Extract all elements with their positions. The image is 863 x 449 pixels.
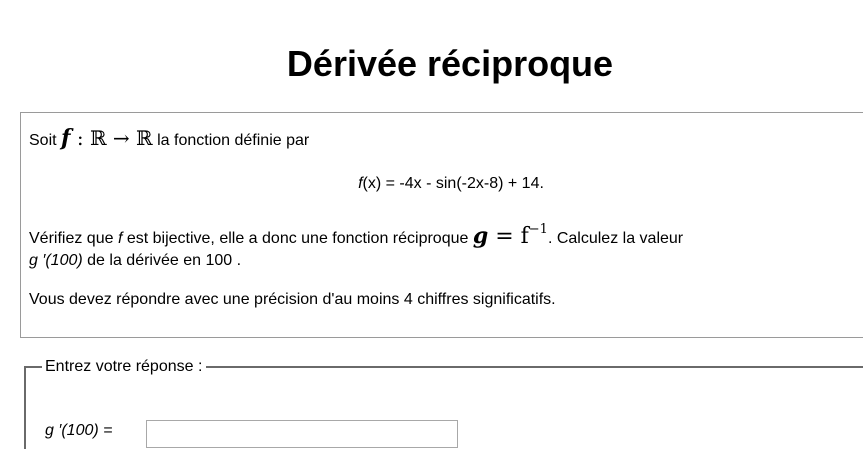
equals-f <box>488 224 548 249</box>
page-title: Dérivée réciproque <box>286 43 614 84</box>
statement-line-definition <box>29 125 309 151</box>
verify-prefix: Vérifiez que <box>29 230 118 247</box>
answer-input[interactable] <box>146 420 458 448</box>
statement-line-question <box>29 219 863 272</box>
defined-by-text: la fonction définie par <box>157 132 310 149</box>
soit-text: Soit <box>29 132 57 149</box>
f-symbol: f <box>61 125 71 151</box>
problem-statement <box>20 112 863 338</box>
mapping-symbol: : ℝ → ℝ <box>70 126 153 150</box>
g-symbol: g <box>472 223 489 249</box>
answer-label-text: g ′(100) = <box>45 422 113 439</box>
gprime-value: g ′(100) <box>29 252 83 269</box>
equals-f-text: = f <box>488 224 529 249</box>
verify-f: f <box>117 230 123 247</box>
function-formula <box>21 175 863 193</box>
precision-note: Vous devez répondre avec une précision d'au moins 4 chiffres significatifs. <box>29 291 556 308</box>
inverse-exponent: −1 <box>528 222 548 237</box>
answer-label <box>45 422 112 440</box>
verify-middle: est bijective, elle a donc une fonction réciproque <box>122 230 473 247</box>
formula-x: (x) <box>362 175 382 192</box>
answer-fieldset <box>24 358 863 449</box>
formula-rest: = -4x - sin(-2x-8) + 14. <box>381 175 544 192</box>
derivative-text: de la dérivée en 100 . <box>82 252 242 269</box>
verify-suffix: . Calculez la valeur <box>547 230 684 247</box>
formula-f: f <box>358 175 363 192</box>
answer-legend: Entrez votre réponse : <box>42 357 206 377</box>
